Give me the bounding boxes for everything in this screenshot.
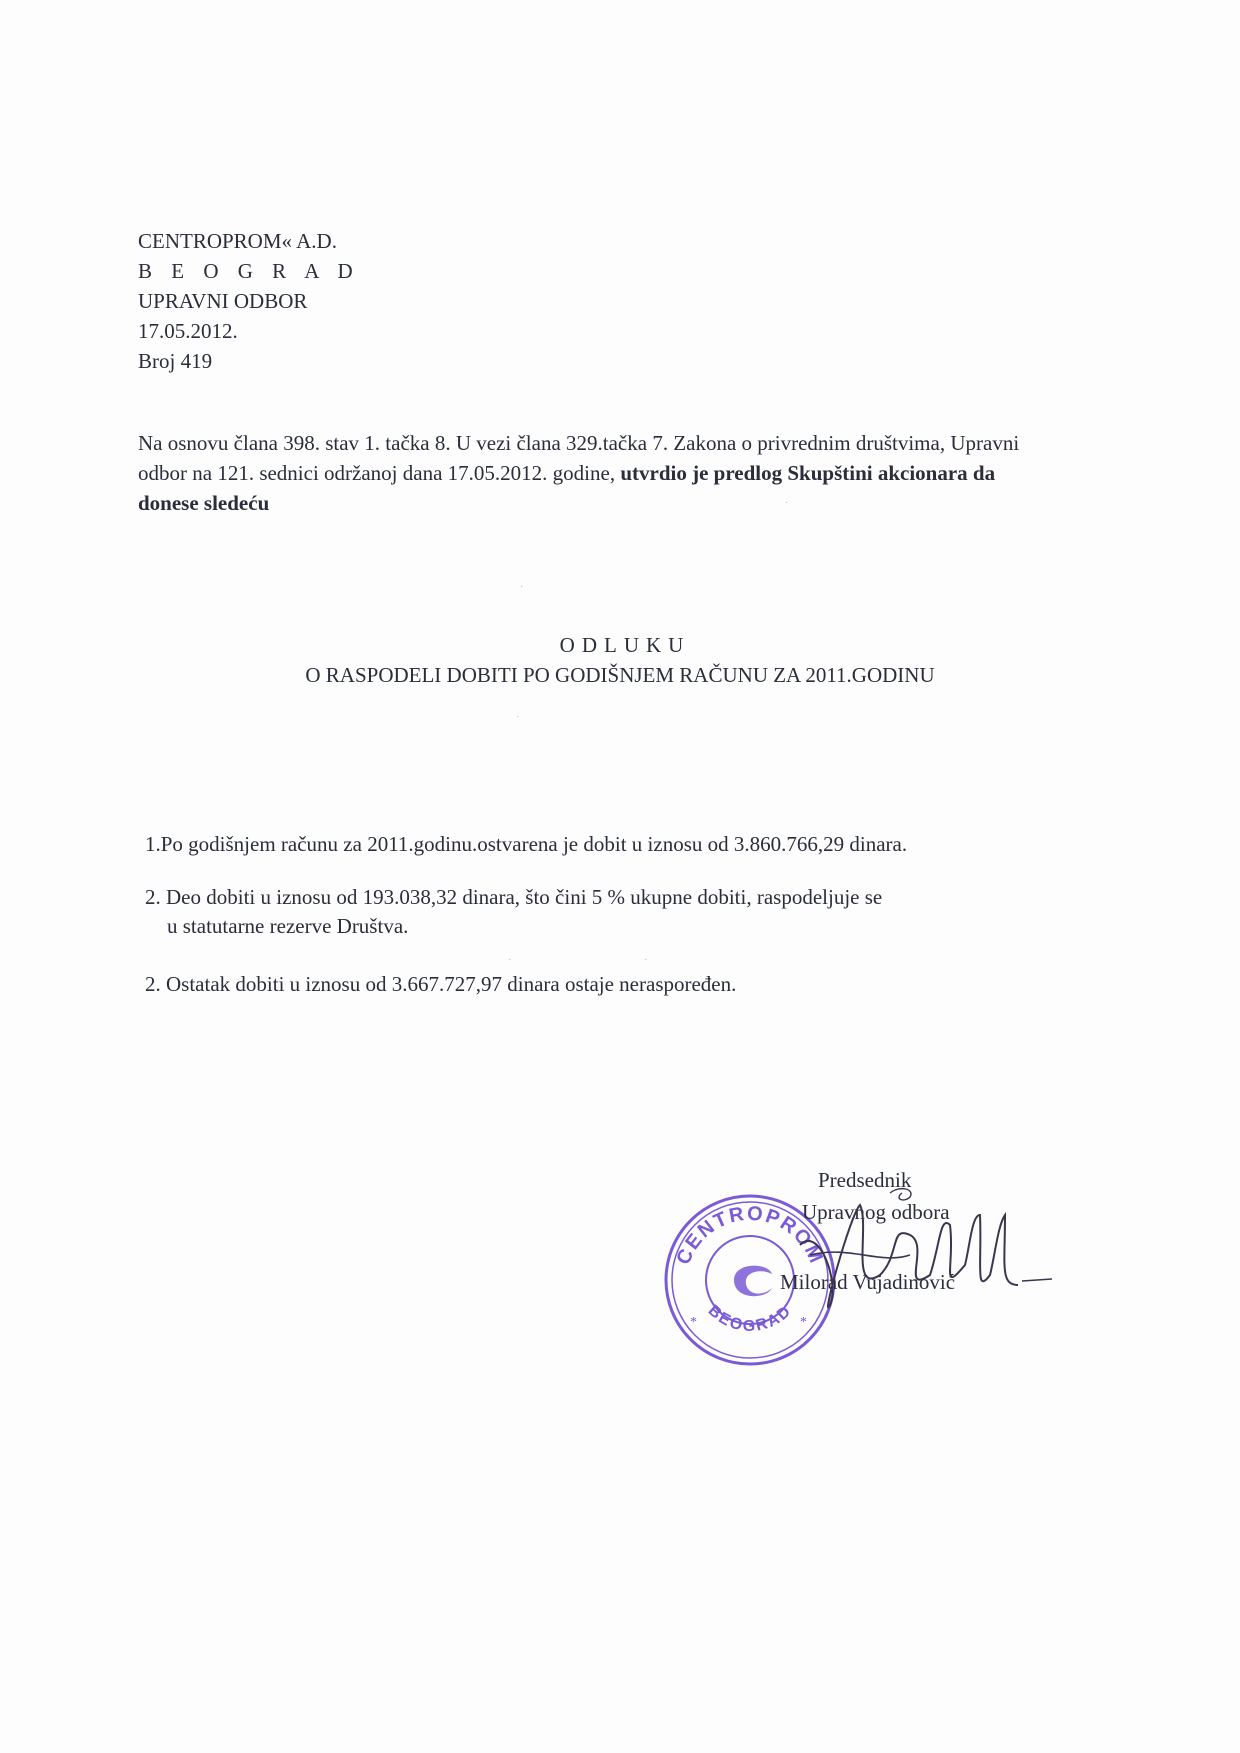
scan-speck: · — [644, 955, 648, 966]
signatory-title-line-2: Upravnog odbora — [802, 1200, 950, 1224]
scan-speck: · — [516, 712, 520, 723]
issuing-body: UPRAVNI ODBOR — [138, 289, 308, 313]
company-name: CENTROPROM« A.D. — [138, 229, 337, 253]
signatory-name: Milorad Vujadinović — [780, 1270, 956, 1294]
item-2-line-1: 2. Deo dobiti u iznosu od 193.038,32 dinara, što čini 5 % ukupne dobiti, raspodeljuje se — [145, 885, 883, 909]
signatory-title-line-1: Predsednik — [818, 1168, 912, 1192]
stamp-bottom-text: BEOGRAD — [704, 1302, 796, 1335]
svg-text:*: * — [800, 1315, 807, 1330]
intro-paragraph — [138, 428, 1038, 518]
document-date: 17.05.2012. — [138, 319, 238, 343]
intro-text: Na osnovu člana 398. stav 1. tačka 8. U vezi člana 329.tačka 7. Zakona o privrednim društvima, Upravni odbor na 121. sednici održanoj dana 17.05.2012. godine, — [138, 431, 1020, 485]
letterhead — [138, 226, 360, 376]
decision-title — [138, 630, 1102, 690]
title-line-1: ODLUKU — [559, 633, 691, 657]
scan-speck: · — [785, 498, 789, 509]
decision-item-2 — [145, 883, 1065, 941]
scan-speck: · — [508, 955, 512, 966]
decision-item-3: 2. Ostatak dobiti u iznosu od 3.667.727,97 dinara ostaje neraspoređen. — [145, 972, 737, 996]
title-line-2: O RASPODELI DOBITI PO GODIŠNJEM RAČUNU ZA 2011.GODINU — [305, 663, 935, 687]
document-number: Broj 419 — [138, 349, 213, 373]
item-2-line-2: u statutarne rezerve Društva. — [167, 914, 409, 938]
company-city: B E O G R A D — [138, 259, 360, 283]
svg-text:*: * — [690, 1315, 697, 1330]
scan-speck: · — [520, 582, 524, 593]
stamp-top-text: CENTROPROM — [672, 1202, 828, 1268]
decision-item-1: 1.Po godišnjem računu za 2011.godinu.ostvarena je dobit u iznosu od 3.860.766,29 dinara. — [145, 832, 908, 856]
handwritten-signature — [790, 1185, 1070, 1335]
intro-bold-text: utvrdio je predlog Skupštini akcionara da donese sledeću — [138, 461, 996, 515]
